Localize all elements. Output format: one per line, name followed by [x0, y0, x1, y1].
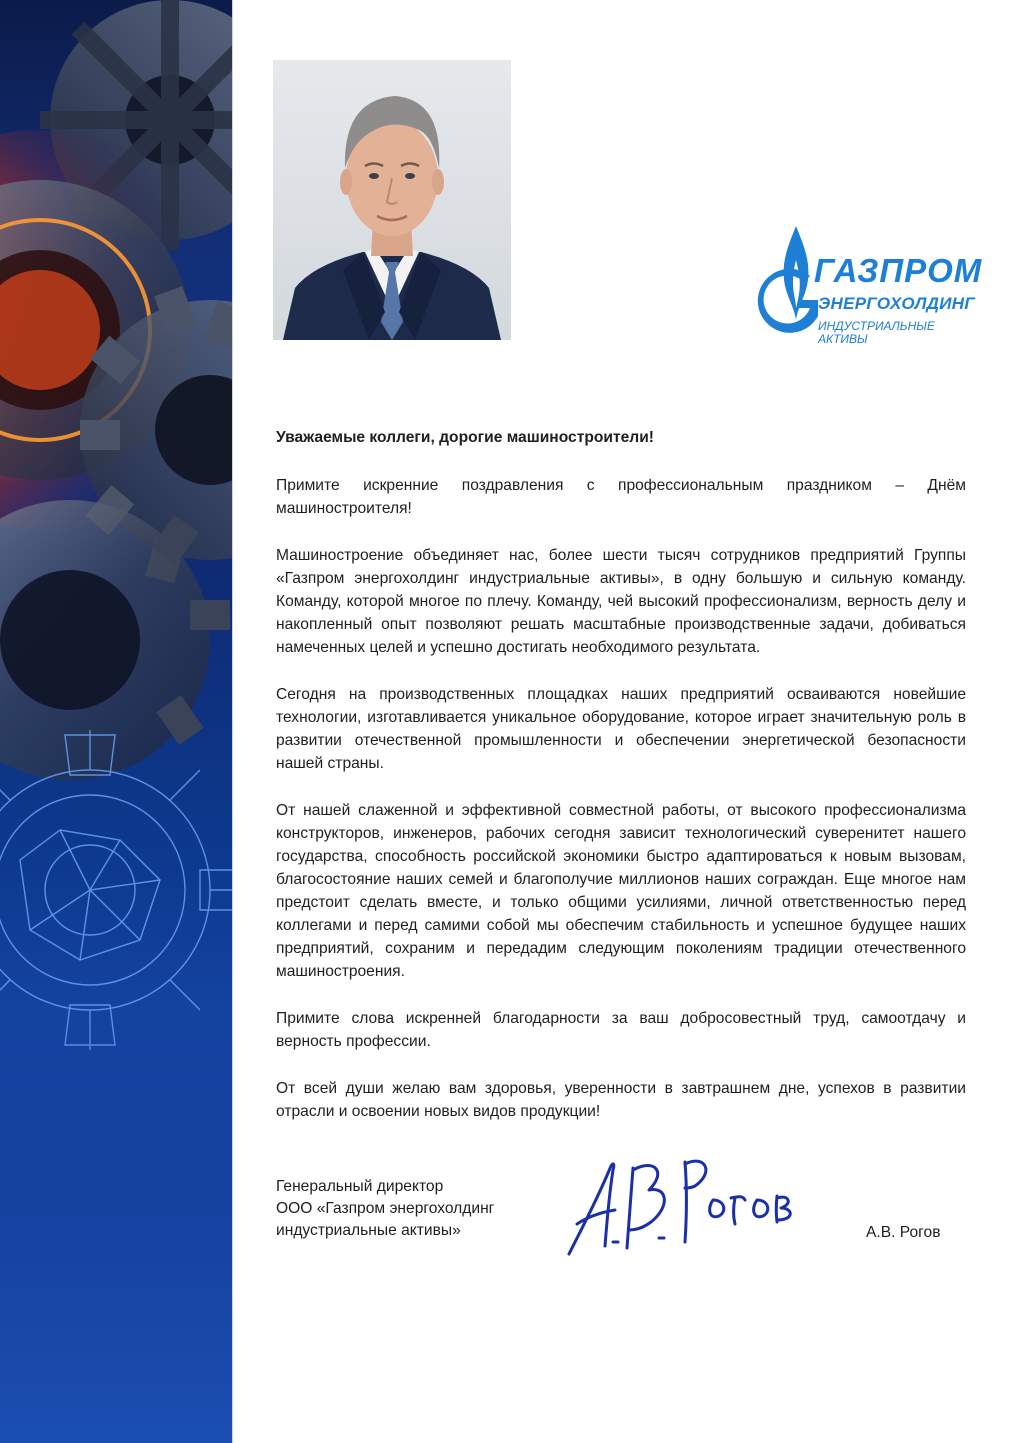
- company-logo: [748, 224, 983, 346]
- paragraph: Примите слова искренней благодарности за ваш добросовестный труд, самоотдачу и верность профессии.: [276, 1010, 966, 1050]
- logo-brand: ГАЗПРОМ: [814, 252, 983, 289]
- greeting: Уважаемые коллеги, дорогие машиностроители!: [276, 429, 654, 446]
- portrait-illustration: [273, 60, 511, 340]
- paragraph: Сегодня на производственных площадках наших предприятий осваиваются новейшие технологии, изготавливается уникальное оборудование, которое играет значительную роль в развитии отечественной промышленности и обеспечении энергетической безопасности нашей страны.: [276, 686, 966, 772]
- portrait-photo: [273, 60, 511, 340]
- paragraph: От нашей слаженной и эффективной совместной работы, от высокого профессионализма конструкторов, инженеров, рабочих сегодня зависит технологический суверенитет нашего государства, способность российской экономики быстро адаптироваться к новым вызовам, благосостояние наших семей и благополучие миллионов наших сограждан. Еще многое нам предстоит сделать вместе, и только общими усилиями, личной ответственностью перед коллегами и перед самими собой мы обеспечим стабильность и успешное будущее наших предприятий, сохраним и передадим следующим поколениям традиции отечественного машиностроения.: [276, 802, 966, 980]
- signatory-company-cont: индустриальные активы»: [276, 1222, 461, 1239]
- paragraph: Машиностроение объединяет нас, более шести тысяч сотрудников предприятий Группы «Газпром энергохолдинг индустриальные активы», в одну большую и сильную команду. Команду, которой многое по плечу. Команду, чей высокий профессионализм, верность делу и накопленный опыт позволяют решать масштабные производственные задачи, добиваться намеченных целей и успешно достигать необходимого результата.: [276, 547, 966, 656]
- signatory-title: [276, 1176, 536, 1242]
- gears-banner: [0, 0, 232, 1443]
- paragraph: От всей души желаю вам здоровья, уверенности в завтрашнем дне, успехов в развитии отрасли и освоении новых видов продукции!: [276, 1080, 966, 1120]
- signatory-company: ООО «Газпром энергохолдинг: [276, 1200, 495, 1217]
- logo-tagline: ИНДУСТРИАЛЬНЫЕ АКТИВЫ: [818, 319, 935, 346]
- signer-name: А.В. Рогов: [866, 1224, 941, 1241]
- logo-subtitle: ЭНЕРГОХОЛДИНГ: [818, 294, 976, 313]
- banner-border: [232, 0, 233, 1443]
- paragraph: Примите искренние поздравления с профессиональным праздником – Днём машиностроителя!: [276, 477, 966, 517]
- handwritten-signature: [563, 1150, 803, 1260]
- signatory-position: Генеральный директор: [276, 1178, 444, 1195]
- letter-body: [276, 426, 966, 1147]
- gears-illustration: [0, 0, 232, 1443]
